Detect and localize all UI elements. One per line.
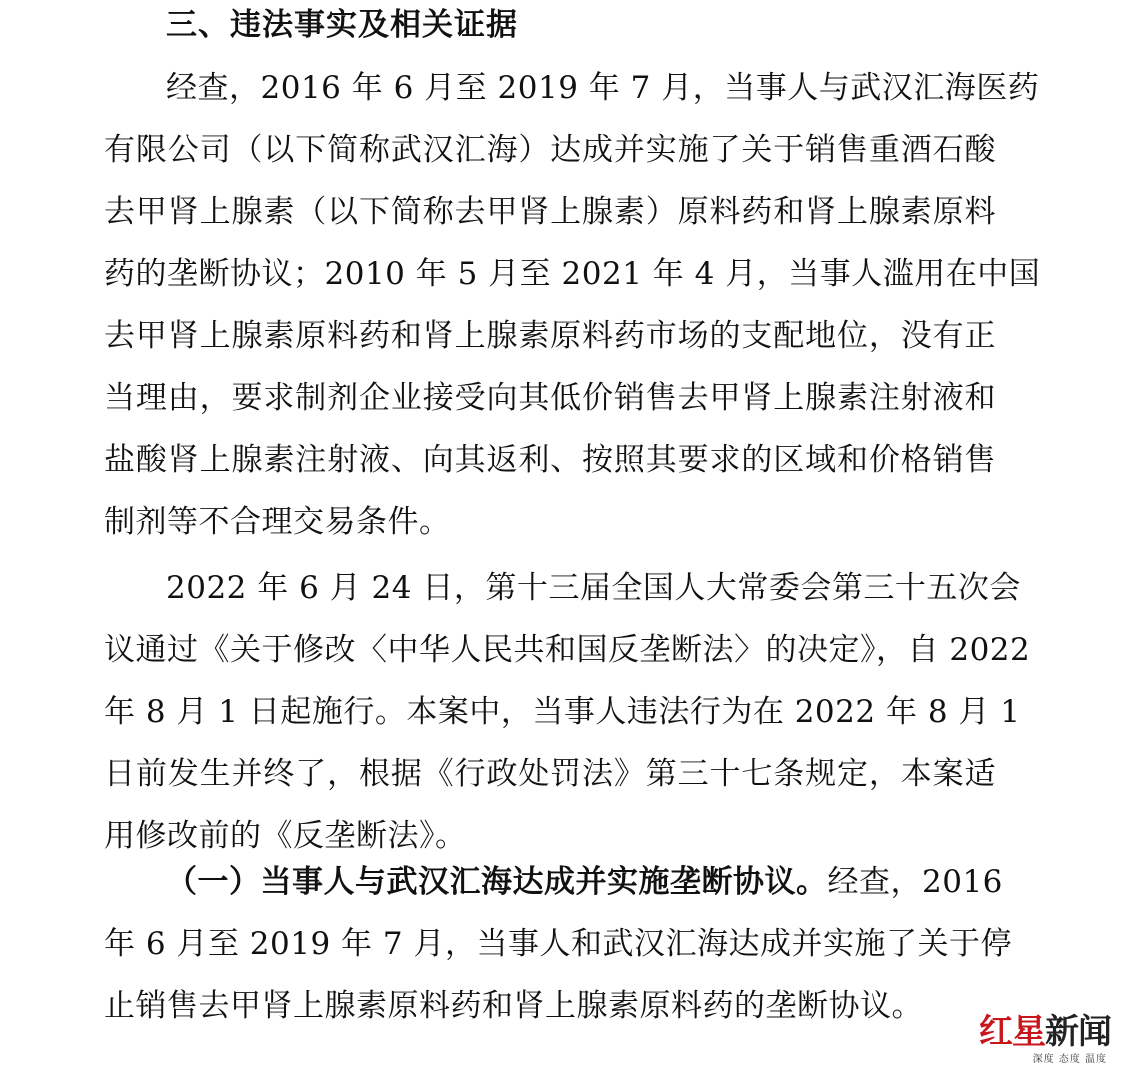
- paragraph-1-line-4: 药的垄断协议；2010 年 5 月至 2021 年 4 月，当事人滥用在中国: [104, 256, 1041, 292]
- paragraph-1-line-7: 盐酸肾上腺素注射液、向其返利、按照其要求的区域和价格销售: [104, 442, 996, 478]
- paragraph-1-line-1: 经查，2016 年 6 月至 2019 年 7 月，当事人与武汉汇海医药: [166, 70, 1040, 106]
- subsection-heading: （一）当事人与武汉汇海达成并实施垄断协议。: [166, 864, 828, 900]
- paragraph-2-line-3: 年 8 月 1 日起施行。本案中，当事人违法行为在 2022 年 8 月 1: [104, 694, 1021, 730]
- paragraph-2-line-1: 2022 年 6 月 24 日，第十三届全国人大常委会第三十五次会: [166, 570, 1021, 606]
- paragraph-1-line-8: 制剂等不合理交易条件。: [104, 504, 451, 540]
- paragraph-3-line-3: 止销售去甲肾上腺素原料药和肾上腺素原料药的垄断协议。: [104, 988, 923, 1024]
- paragraph-1-line-5: 去甲肾上腺素原料药和肾上腺素原料药市场的支配地位，没有正: [104, 318, 996, 354]
- paragraph-1-line-6: 当理由，要求制剂企业接受向其低价销售去甲肾上腺素注射液和: [104, 380, 996, 416]
- paragraph-3-line-1-rest: 经查，2016: [827, 864, 1003, 900]
- paragraph-2-line-4: 日前发生并终了，根据《行政处罚法》第三十七条规定，本案适: [104, 756, 996, 792]
- paragraph-1-line-3: 去甲肾上腺素（以下简称去甲肾上腺素）原料药和肾上腺素原料: [104, 194, 996, 230]
- paragraph-2-line-2: 议通过《关于修改〈中华人民共和国反垄断法〉的决定》，自 2022: [104, 632, 1031, 668]
- watermark-logo: [979, 1012, 1111, 1052]
- paragraph-1-line-2: 有限公司（以下简称武汉汇海）达成并实施了关于销售重酒石酸: [104, 132, 996, 168]
- watermark-tagline: 深度 态度 温度: [1032, 1054, 1107, 1065]
- paragraph-2-line-5: 用修改前的《反垄断法》。: [104, 818, 467, 854]
- hongxing-news-watermark: [981, 1012, 1111, 1072]
- watermark-brand-red: 红星: [979, 1012, 1045, 1052]
- paragraph-3-line-1: [166, 852, 1003, 912]
- section-heading: 三、违法事实及相关证据: [166, 7, 518, 43]
- paragraph-3-line-2: 年 6 月至 2019 年 7 月，当事人和武汉汇海达成并实施了关于停: [104, 926, 1012, 962]
- watermark-brand-black: 新闻: [1045, 1012, 1111, 1052]
